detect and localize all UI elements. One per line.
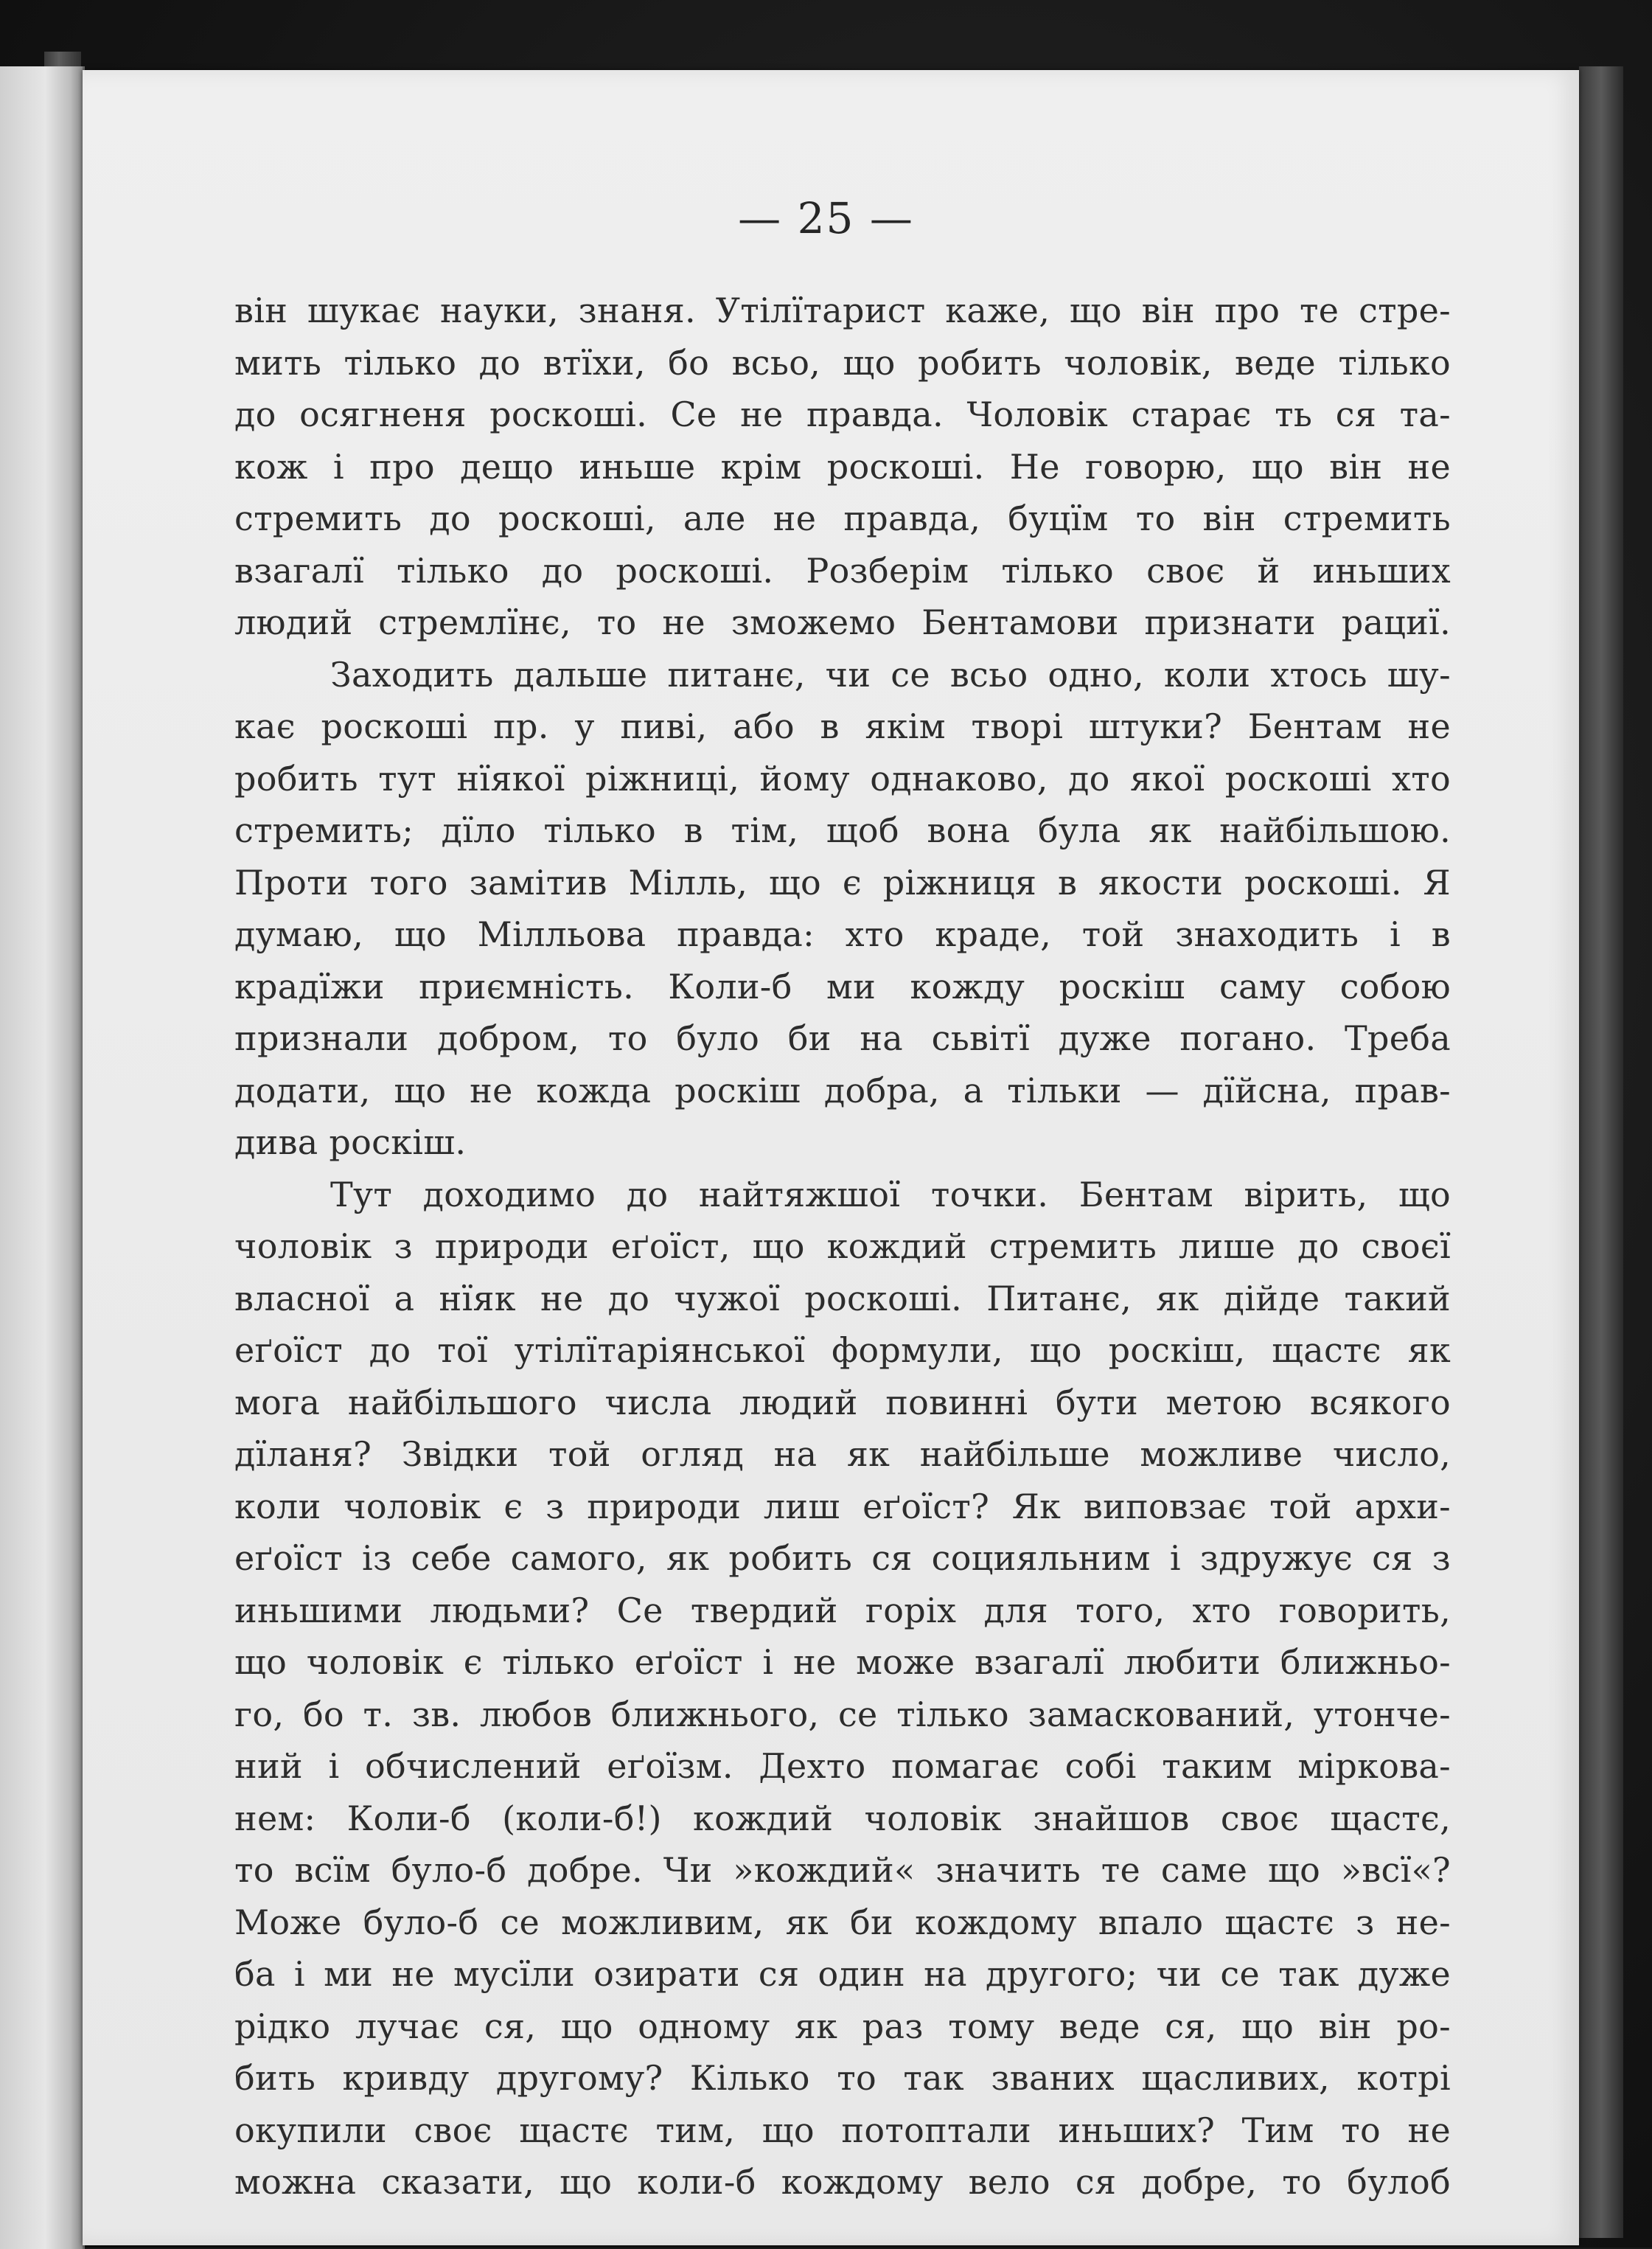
text-line: иньшими людьми? Се твердий горіх для того, хто говорить, — [234, 1590, 1451, 1630]
text-line: бить кривду другому? Кілько то так званих щасливих, котрі — [234, 2058, 1451, 2098]
text-line: коли чоловік є з природи лиш еґоїст? Як виповзає той архи- — [234, 1486, 1451, 1526]
text-line: дива роскіш. — [234, 1122, 467, 1162]
text-line: власної а нїяк не до чужої роскоші. Питанє, як дійде такий — [234, 1278, 1451, 1318]
text-line: Заходить дальше питанє, чи се всьо одно, коли хтось шу- — [330, 654, 1451, 695]
text-line: чоловік з природи еґоїст, що кождий стремить лише до своєї — [234, 1226, 1451, 1266]
text-line: людий стремлїнє, то не зможемо Бентамови признати рациї. — [234, 602, 1451, 642]
text-line: дїланя? Звідки той огляд на як найбільше можливе число, — [234, 1434, 1451, 1474]
text-line: окупили своє щастє тим, що потоптали иньших? Тим то не — [234, 2110, 1451, 2150]
text-line: стремить; дїло тілько в тім, щоб вона була як найбільшою. — [234, 810, 1451, 850]
paragraph-2 — [234, 649, 1451, 1169]
text-line: робить тут нїякої ріжниці, йому однаково, до якої роскоші хто — [234, 758, 1451, 799]
text-line: кож і про дещо иньше крім роскоші. Не говорю, що він не — [234, 446, 1451, 487]
text-line: що чоловік є тілько еґоїст і не може взагалї любити ближньо- — [234, 1642, 1451, 1682]
text-line: нем: Коли-б (коли-б!) кождий чоловік знайшов своє щастє, — [234, 1798, 1451, 1838]
book-cover-edge — [1579, 66, 1623, 2238]
text-line: Може було-б се можливим, як би кождому впало щастє з не- — [234, 1902, 1451, 1942]
text-line: еґоїст до тої утілїтаріянської формули, що роскіш, щастє як — [234, 1330, 1451, 1370]
text-line: мить тілько до втїхи, бо всьо, що робить чоловік, веде тілько — [234, 342, 1451, 383]
text-line: додати, що не кожда роскіш добра, а тільки — дїйсна, прав- — [234, 1070, 1451, 1110]
text-line: крадїжи приємність. Коли-б ми кожду роскіш саму собою — [234, 966, 1451, 1007]
text-line: до осягненя роскоші. Се не правда. Чоловік старає ть ся та- — [234, 394, 1451, 434]
text-line: еґоїст із себе самого, як робить ся социяльним і здружує ся з — [234, 1538, 1451, 1578]
text-line: то всїм було-б добре. Чи »кождий« значить те саме що »всї«? — [234, 1850, 1451, 1890]
page-number: — 25 — — [738, 193, 914, 243]
text-line: признали добром, то було би на сьвітї дуже погано. Треба — [234, 1018, 1451, 1058]
body-text — [234, 285, 1451, 2208]
text-line: думаю, що Мілльова правда: хто краде, той знаходить і в — [234, 914, 1451, 954]
text-line: можна сказати, що коли-б кождому вело ся добре, то булоб — [234, 2162, 1451, 2202]
text-line: Тут доходимо до найтяжшої точки. Бентам вірить, що — [330, 1174, 1451, 1214]
text-line: мога найбільшого числа людий повинні бути метою всякого — [234, 1382, 1451, 1422]
facing-page-edge — [0, 66, 85, 2249]
text-line: Проти того замітив Мілль, що є ріжниця в якости роскоші. Я — [234, 862, 1451, 903]
paragraph-1 — [234, 285, 1451, 649]
text-line: взагалї тілько до роскоші. Розберім тілько своє й иньших — [234, 550, 1451, 591]
text-line: він шукає науки, знаня. Утілїтарист каже, що він про те стре- — [234, 291, 1451, 330]
text-line: стремить до роскоші, але не правда, буцїм то він стремить — [234, 498, 1451, 538]
text-line: ний і обчислений еґоїзм. Дехто помагає собі таким міркова- — [234, 1746, 1451, 1786]
text-line: го, бо т. зв. любов ближнього, се тілько замаскований, утонче- — [234, 1694, 1451, 1734]
paragraph-3 — [234, 1169, 1451, 2208]
text-line: кає роскоші пр. у пиві, або в якім творі штуки? Бентам не — [234, 706, 1451, 746]
text-line: ба і ми не мусїли озирати ся один на другого; чи се так дуже — [234, 1954, 1451, 1994]
text-line: рідко лучає ся, що одному як раз тому веде ся, що він ро- — [234, 2006, 1451, 2046]
